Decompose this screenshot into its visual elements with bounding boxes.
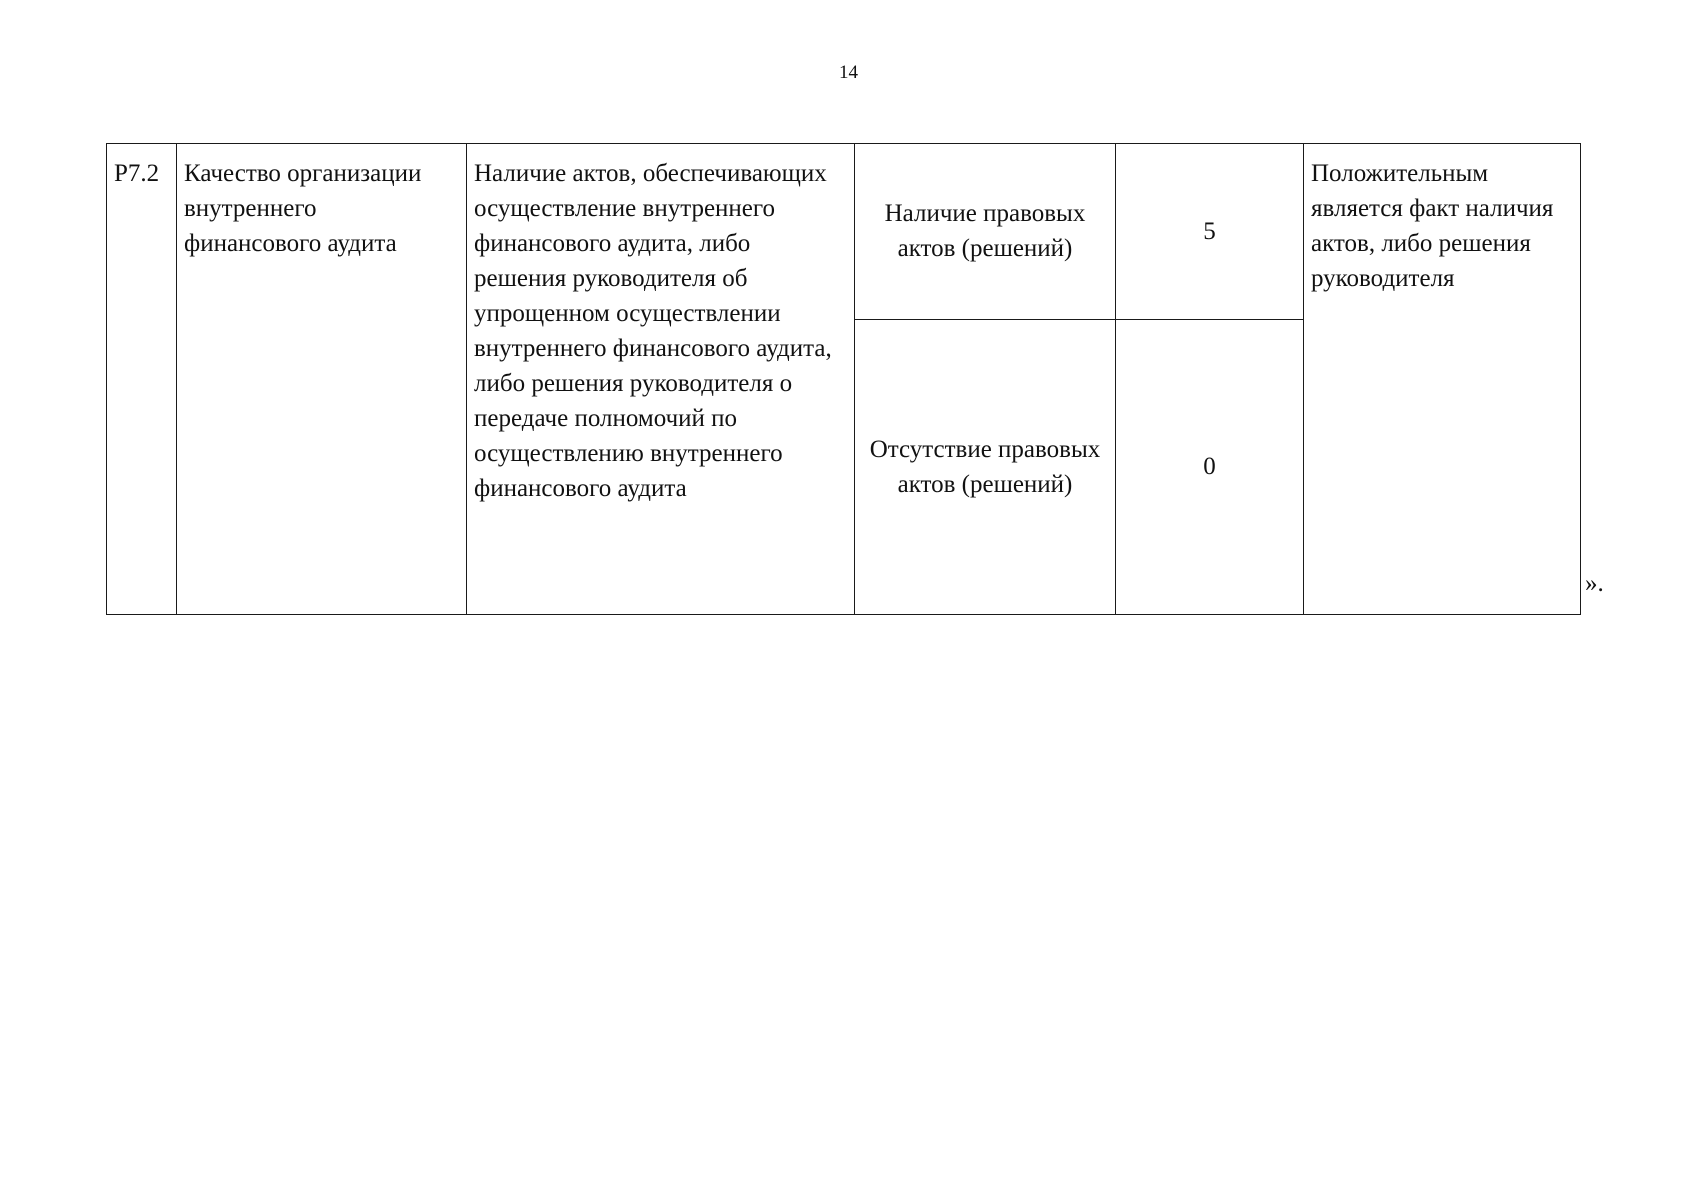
option-score-cell: 5 xyxy=(1116,144,1304,320)
option-label-cell: Отсутствие правовых актов (решений) xyxy=(855,319,1116,614)
option-score-cell: 0 xyxy=(1116,319,1304,614)
indicator-name-cell: Качество организации внутреннего финансового аудита xyxy=(177,144,467,615)
page-number: 14 xyxy=(839,62,858,83)
indicator-code-cell: Р7.2 xyxy=(107,144,177,615)
option-label-cell: Наличие правовых актов (решений) xyxy=(855,144,1116,320)
table-row xyxy=(107,144,1581,320)
closing-quote: ». xyxy=(1585,570,1604,597)
note-cell: Положительным является факт наличия актов, либо решения руководителя xyxy=(1304,144,1581,615)
indicator-description-cell: Наличие актов, обеспечивающих осуществление внутреннего финансового аудита, либо решения руководителя об упрощенном осуществлении внутреннего финансового аудита, либо решения руководителя о передаче полномочий по осуществлению внутреннего финансового аудита xyxy=(467,144,855,615)
criteria-table xyxy=(106,143,1581,615)
